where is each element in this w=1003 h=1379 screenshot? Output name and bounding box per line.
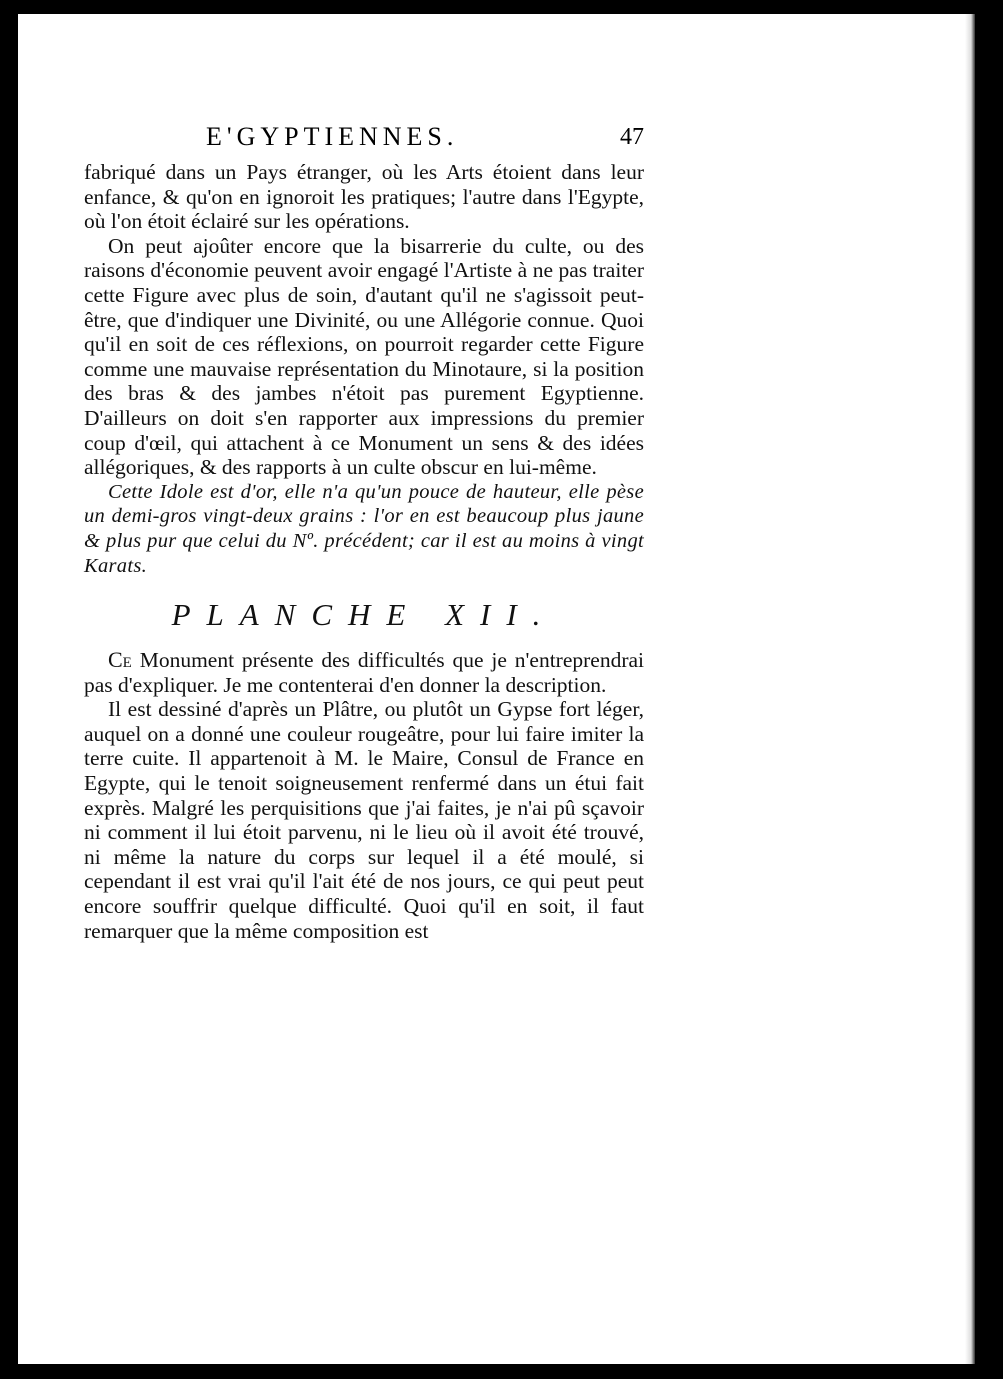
paragraph-5: Il est dessiné d'après un Plâtre, ou plutôt un Gypse fort léger, auquel on a donné une couleur rougeâtre, pour lui faire imiter la terre cuite. Il appartenoit à M. le Maire, Consul de France en Egypte, qui le tenoit soigneusement renfermé dans un étui fait exprès. Malgré les perquisitions que j'ai faites, je n'ai pû sçavoir ni comment il lui étoit parvenu, ni le lieu où il avoit été trouvé, ni même la nature du corps sur lequel il a été moulé, si cependant il est vrai qu'il l'ait été de nos jours, ce qui peut peut encore souffrir quelque difficulté. Quoi qu'il en soit, il faut remarquer que la même composition est	[84, 697, 644, 943]
paragraph-4	[84, 648, 644, 697]
page-number: 47	[620, 124, 644, 150]
paragraph-1: fabriqué dans un Pays étranger, où les Arts étoient dans leur enfance, & qu'on en ignoroit les pratiques; l'autre dans l'Egypte, où l'on étoit éclairé sur les opérations.	[84, 160, 644, 234]
paragraph-2: On peut ajoûter encore que la bisarrerie du culte, ou des raisons d'économie peuvent avoir engagé l'Artiste à ne pas traiter cette Figure avec plus de soin, d'autant qu'il ne s'agissoit peut-être, que d'indiquer une Divinité, ou une Allégorie connue. Quoi qu'il en soit de ces réflexions, on pourroit regarder cette Figure comme une mauvaise représentation du Minotaure, si la position des bras & des jambes n'étoit pas purement Egyptienne. D'ailleurs on doit s'en rapporter aux impressions du premier coup d'œil, qui attachent à ce Monument un sens & des idées allégoriques, & des rapports à un culte obscur en lui-même.	[84, 233, 644, 480]
body-text	[84, 160, 644, 943]
section-heading: PLANCHE XII.	[171, 597, 557, 633]
running-head	[84, 122, 644, 156]
paragraph-4-lead: Ce	[108, 647, 132, 673]
book-page	[18, 14, 975, 1364]
running-title: E'GYPTIENNES.	[206, 122, 459, 151]
paragraph-italic-note: Cette Idole est d'or, elle n'a qu'un pouce de hauteur, elle pèse un demi-gros vingt-deux grains : l'or en est beaucoup plus jaune & plus pur que celui du Nº. précédent; car il est au moins à vingt Karats.	[84, 480, 644, 577]
paragraph-4-text: Monument présente des difficultés que je n'entreprendrai pas d'expliquer. Je me contenterai d'en donner la description.	[84, 648, 645, 697]
page-edge	[965, 14, 975, 1364]
